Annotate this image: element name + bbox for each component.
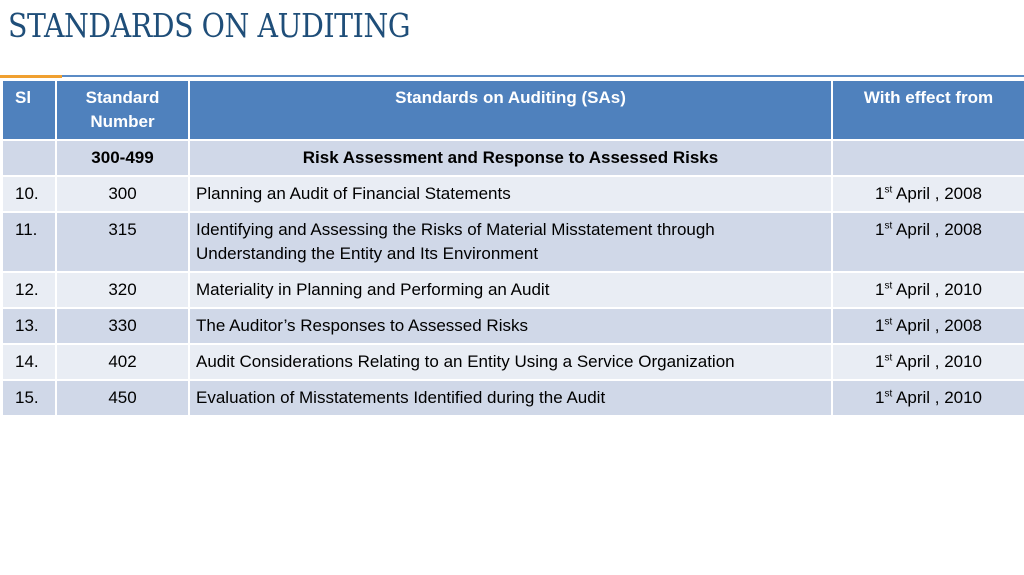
table-row <box>2 380 1024 416</box>
row-sl: 14. <box>2 344 56 380</box>
row-standard-number: 330 <box>56 308 189 344</box>
standards-table <box>1 79 1024 417</box>
title-divider <box>0 75 1024 77</box>
date-suffix: st <box>884 316 893 328</box>
date-day: 1 <box>874 388 885 407</box>
date-day: 1 <box>874 184 885 203</box>
table-row <box>2 308 1024 344</box>
date-day: 1 <box>874 220 885 239</box>
row-standard-title: Materiality in Planning and Performing an Audit <box>189 272 832 308</box>
group-sl-cell <box>2 140 56 176</box>
row-effective-date <box>832 380 1024 416</box>
table-header-row <box>2 80 1024 140</box>
date-suffix: st <box>884 352 893 364</box>
row-standard-title: Evaluation of Misstatements Identified during the Audit <box>189 380 832 416</box>
header-effective-date: With effect from <box>832 80 1024 140</box>
row-standard-number: 300 <box>56 176 189 212</box>
table-row <box>2 344 1024 380</box>
header-sl: Sl <box>2 80 56 140</box>
date-suffix: st <box>884 220 893 232</box>
date-rest: April , 2008 <box>892 220 983 239</box>
group-date-cell <box>832 140 1024 176</box>
row-sl: 12. <box>2 272 56 308</box>
date-rest: April , 2010 <box>892 352 983 371</box>
date-rest: April , 2008 <box>892 184 983 203</box>
row-sl: 13. <box>2 308 56 344</box>
date-rest: April , 2010 <box>892 388 983 407</box>
group-row <box>2 140 1024 176</box>
row-standard-number: 402 <box>56 344 189 380</box>
row-sl: 11. <box>2 212 56 272</box>
row-effective-date <box>832 176 1024 212</box>
row-effective-date <box>832 212 1024 272</box>
header-standards: Standards on Auditing (SAs) <box>189 80 832 140</box>
row-effective-date <box>832 308 1024 344</box>
date-rest: April , 2010 <box>892 280 983 299</box>
row-standard-title: Audit Considerations Relating to an Entity Using a Service Organization <box>189 344 832 380</box>
table-row <box>2 212 1024 272</box>
row-standard-title: Planning an Audit of Financial Statements <box>189 176 832 212</box>
date-day: 1 <box>874 352 885 371</box>
row-effective-date <box>832 272 1024 308</box>
header-standard-number: Standard Number <box>56 80 189 140</box>
row-standard-number: 315 <box>56 212 189 272</box>
date-suffix: st <box>884 184 893 196</box>
row-effective-date <box>832 344 1024 380</box>
date-suffix: st <box>884 388 893 400</box>
title-divider-accent <box>0 75 62 78</box>
table-row <box>2 176 1024 212</box>
row-standard-title: The Auditor’s Responses to Assessed Risks <box>189 308 832 344</box>
date-rest: April , 2008 <box>892 316 983 335</box>
row-sl: 15. <box>2 380 56 416</box>
row-sl: 10. <box>2 176 56 212</box>
slide-title: STANDARDS ON AUDITING <box>8 6 411 45</box>
row-standard-title: Identifying and Assessing the Risks of Material Misstatement through Understanding the Entity and Its Environment <box>189 212 832 272</box>
date-suffix: st <box>884 280 893 292</box>
group-range: 300-499 <box>56 140 189 176</box>
group-title: Risk Assessment and Response to Assessed Risks <box>189 140 832 176</box>
date-day: 1 <box>874 316 885 335</box>
row-standard-number: 320 <box>56 272 189 308</box>
table-row <box>2 272 1024 308</box>
row-standard-number: 450 <box>56 380 189 416</box>
date-day: 1 <box>874 280 885 299</box>
